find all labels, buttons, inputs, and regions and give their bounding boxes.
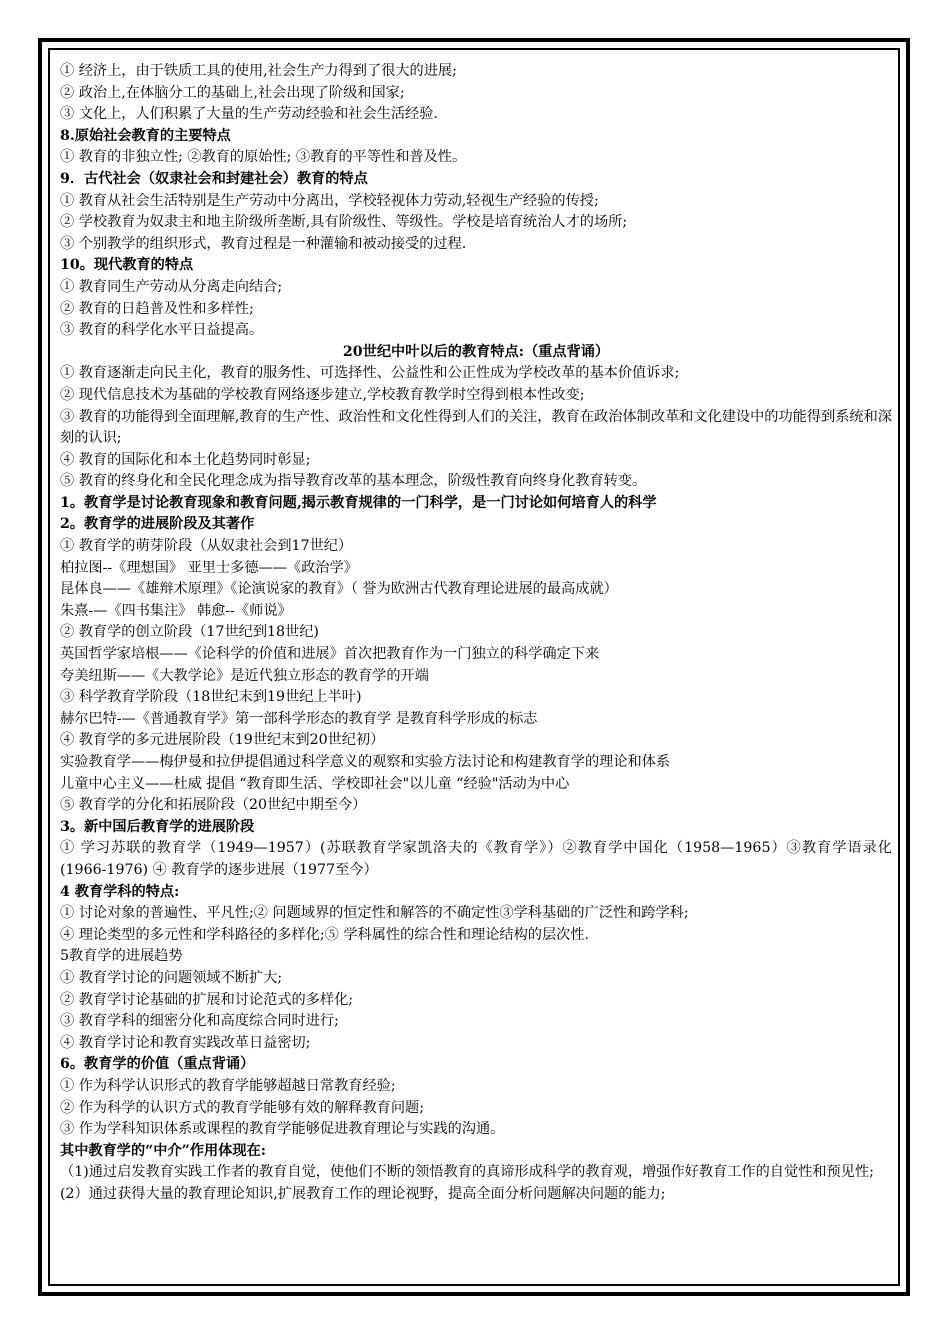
text-line: ① 学习苏联的教育学（1949—1957）(苏联教育学家凯洛夫的《教育学》）②教育学中国化（1958—1965）③教育学语录化(1966-1976) ④ 教育学的逐步进展（1977至今） bbox=[60, 840, 892, 878]
section-heading: 8.原始社会教育的主要特点 bbox=[60, 127, 231, 144]
text-line: ② 现代信息技术为基础的学校教育网络逐步建立,学校教育教学时空得到根本性改变; bbox=[60, 386, 585, 403]
text-line: ① 教育从社会生活特别是生产劳动中分离出，学校轻视体力劳动,轻视生产经验的传授; bbox=[60, 192, 599, 209]
text-line: 夸美纽斯——《大教学论》是近代独立形态的教育学的开端 bbox=[60, 667, 429, 684]
text-line: 儿童中心主义——杜威 提倡 “教育即生活、学校即社会"以儿童 “经验"活动为中心 bbox=[60, 775, 570, 792]
text-line: ② 教育学讨论基础的扩展和讨论范式的多样化; bbox=[60, 991, 354, 1008]
text-line: ① 教育学的萌芽阶段（从奴隶社会到17世纪） bbox=[60, 538, 353, 555]
section-heading: 1。教育学是讨论教育现象和教育问题,揭示教育规律的一门科学，是一门讨论如何培育人的科学 bbox=[60, 494, 657, 511]
section-heading: 2。教育学的进展阶段及其著作 bbox=[60, 516, 255, 533]
section-heading: 3。新中国后教育学的进展阶段 bbox=[60, 818, 255, 835]
section-heading: 20世纪中叶以后的教育特点:（重点背诵） bbox=[342, 343, 610, 360]
text-line: ③ 教育学科的细密分化和高度综合同时进行; bbox=[60, 1013, 339, 1030]
section-heading: 4 教育学科的特点: bbox=[60, 883, 180, 900]
text-line: ① 教育的非独立性; ②教育的原始性; ③教育的平等性和普及性。 bbox=[60, 149, 467, 166]
text-line: ③ 作为学科知识体系或课程的教育学能够促进教育理论与实践的沟通。 bbox=[60, 1121, 505, 1138]
text-line: ① 教育学讨论的问题领域不断扩大; bbox=[60, 969, 283, 986]
text-line: ② 教育的日趋普及性和多样性; bbox=[60, 300, 254, 317]
text-line: ⑤ 教育学的分化和拓展阶段（20世纪中期至今） bbox=[60, 797, 367, 814]
text-line: 朱熹-—《四书集注》 韩愈--《师说》 bbox=[60, 602, 292, 619]
text-line: ③ 文化上，人们积累了大量的生产劳动经验和社会生活经验. bbox=[60, 106, 438, 123]
text-line: ① 作为科学认识形式的教育学能够超越日常教育经验; bbox=[60, 1077, 396, 1094]
text-line: ⑤ 教育的终身化和全民化理念成为指导教育改革的基本理念，阶级性教育向终身化教育转变。 bbox=[60, 473, 647, 490]
text-line: 实验教育学——梅伊曼和拉伊提倡通过科学意义的观察和实验方法讨论和构建教育学的理论和体系 bbox=[60, 754, 671, 770]
text-line: 5教育学的进展趋势 bbox=[60, 948, 183, 965]
text-line: 赫尔巴特-—《普通教育学》第一部科学形态的教育学 是教育科学形成的标志 bbox=[60, 710, 538, 727]
text-line: ③ 教育的功能得到全面理解,教育的生产性、政治性和文化性得到人们的关注，教育在政治体制改革和文化建设中的功能得到系统和深刻的认识; bbox=[60, 408, 892, 447]
text-line: ② 教育学的创立阶段（17世纪到18世纪) bbox=[60, 624, 319, 641]
document-body bbox=[50, 50, 898, 1205]
text-line: ④ 教育的国际化和本土化趋势同时彰显; bbox=[60, 451, 311, 468]
text-line: ① 讨论对象的普遍性、平凡性;② 问题域界的恒定性和解答的不确定性③学科基础的广泛性和跨学科; bbox=[60, 905, 689, 922]
text-line: 柏拉图--《理想国》 亚里士多德——《政治学》 bbox=[60, 559, 358, 576]
text-line: ① 教育同生产劳动从分离走向结合; bbox=[60, 278, 283, 295]
section-heading: 6。教育学的价值（重点背诵） bbox=[60, 1056, 255, 1073]
text-line: ② 政治上,在体脑分工的基础上,社会出现了阶级和国家; bbox=[60, 84, 405, 101]
text-line: ② 学校教育为奴隶主和地主阶级所垄断,具有阶级性、等级性。学校是培育统治人才的场所; bbox=[60, 214, 628, 231]
text-line: ④ 理论类型的多元性和学科路径的多样化;⑤ 学科属性的综合性和理论结构的层次性. bbox=[60, 926, 590, 943]
text-line: 英国哲学家培根——《论科学的价值和进展》首次把教育作为一门独立的科学确定下来 bbox=[60, 646, 600, 663]
text-line: ③ 科学教育学阶段（18世纪末到19世纪上半叶) bbox=[60, 689, 362, 706]
section-heading: 9．古代社会（奴隶社会和封建社会）教育的特点 bbox=[60, 170, 368, 187]
text-line: ② 作为科学的认识方式的教育学能够有效的解释教育问题; bbox=[60, 1099, 424, 1116]
text-line: 昆体良——《雄辩术原理》《论演说家的教育》（ 誉为欧洲古代教育理论进展的最高成就） bbox=[60, 581, 618, 598]
section-heading: 10。现代教育的特点 bbox=[60, 257, 194, 274]
text-line: (2）通过获得大量的教育理论知识,扩展教育工作的理论视野，提高全面分析问题解决问题的能力; bbox=[60, 1185, 666, 1202]
text-line: ④ 教育学讨论和教育实践改革日益密切; bbox=[60, 1034, 311, 1051]
text-line: ③ 教育的科学化水平日益提高。 bbox=[60, 322, 264, 339]
text-line: ① 教育逐渐走向民主化，教育的服务性、可选择性、公益性和公正性成为学校改革的基本价值诉求; bbox=[60, 365, 680, 382]
text-line: ③ 个别教学的组织形式，教育过程是一种灌输和被动接受的过程. bbox=[60, 235, 467, 252]
section-heading: 其中教育学的“中介”作用体现在: bbox=[60, 1142, 266, 1159]
text-line: ① 经济上，由于铁质工具的使用,社会生产力得到了很大的进展; bbox=[60, 63, 457, 79]
text-line: （1)通过启发教育实践工作者的教育自觉，使他们不断的领悟教育的真谛形成科学的教育观，增强作好教育工作的自觉性和预见性; bbox=[60, 1164, 874, 1181]
page-border-inner bbox=[48, 48, 900, 1286]
text-line: ④ 教育学的多元进展阶段（19世纪末到20世纪初） bbox=[60, 732, 385, 749]
